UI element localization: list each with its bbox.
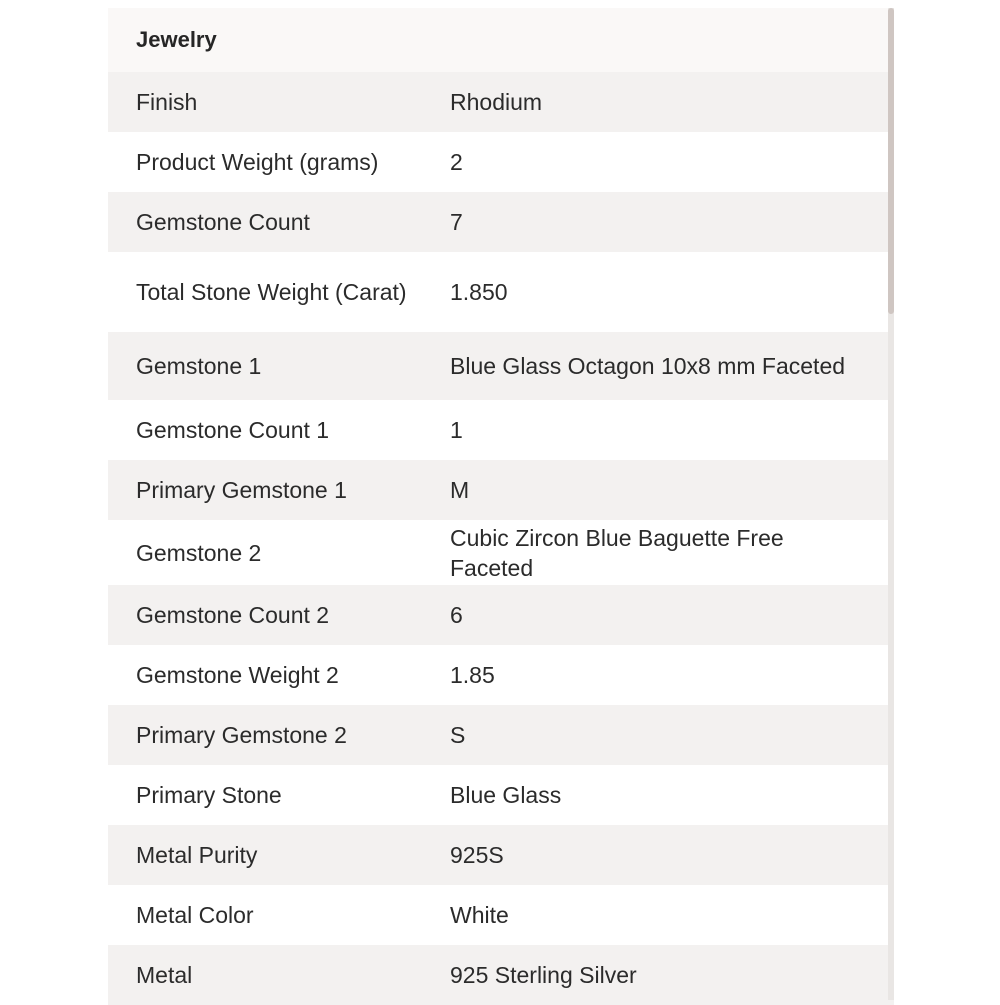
spec-label: Gemstone Count 2	[136, 602, 330, 628]
spec-value: White	[450, 902, 509, 928]
spec-label: Gemstone Count 1	[136, 417, 330, 443]
spec-row-primary-stone	[108, 765, 894, 825]
spec-row-finish	[108, 72, 894, 132]
spec-label: Gemstone Weight 2	[136, 662, 339, 688]
spec-row-gemstone-count-2	[108, 585, 894, 645]
scrollbar-thumb[interactable]	[888, 8, 894, 314]
product-specs-panel	[108, 8, 894, 1000]
spec-row-gemstone-weight-2	[108, 645, 894, 705]
spec-row-metal	[108, 945, 894, 1005]
spec-value: Blue Glass	[450, 782, 562, 808]
spec-value: 925 Sterling Silver	[450, 962, 637, 988]
spec-row-primary-gemstone-1	[108, 460, 894, 520]
spec-value: Blue Glass Octagon 10x8 mm Faceted	[450, 353, 846, 379]
spec-value: M	[450, 477, 470, 503]
spec-label: Metal Color	[136, 902, 254, 928]
spec-row-product-weight	[108, 132, 894, 192]
spec-value: S	[450, 722, 466, 748]
scrollbar-track[interactable]	[888, 8, 894, 1000]
spec-row-gemstone-count-1	[108, 400, 894, 460]
spec-label: Product Weight (grams)	[136, 149, 379, 175]
spec-value: Rhodium	[450, 89, 543, 115]
section-header	[108, 8, 894, 72]
spec-value: 7	[450, 209, 463, 235]
spec-value: Cubic Zircon Blue Baguette Free Faceted	[450, 524, 784, 581]
spec-row-gemstone-1	[108, 332, 894, 400]
spec-label: Primary Stone	[136, 782, 282, 808]
section-title: Jewelry	[136, 27, 217, 52]
spec-row-gemstone-2	[108, 520, 894, 585]
specs-table	[108, 72, 894, 1005]
spec-label: Metal Purity	[136, 842, 258, 868]
spec-label: Metal	[136, 962, 193, 988]
spec-row-total-stone-weight	[108, 252, 894, 332]
spec-value: 1.850	[450, 279, 508, 305]
spec-label: Gemstone Count	[136, 209, 310, 235]
spec-label: Primary Gemstone 1	[136, 477, 347, 503]
spec-value: 1	[450, 417, 463, 443]
spec-value: 2	[450, 149, 463, 175]
spec-label: Primary Gemstone 2	[136, 722, 347, 748]
spec-row-gemstone-count	[108, 192, 894, 252]
spec-value: 1.85	[450, 662, 495, 688]
spec-row-primary-gemstone-2	[108, 705, 894, 765]
spec-label: Total Stone Weight (Carat)	[136, 279, 407, 305]
spec-value: 925S	[450, 842, 504, 868]
spec-label: Gemstone 2	[136, 539, 262, 566]
spec-row-metal-color	[108, 885, 894, 945]
spec-row-metal-purity	[108, 825, 894, 885]
spec-label: Finish	[136, 89, 198, 115]
spec-label: Gemstone 1	[136, 353, 262, 379]
spec-value: 6	[450, 602, 463, 628]
